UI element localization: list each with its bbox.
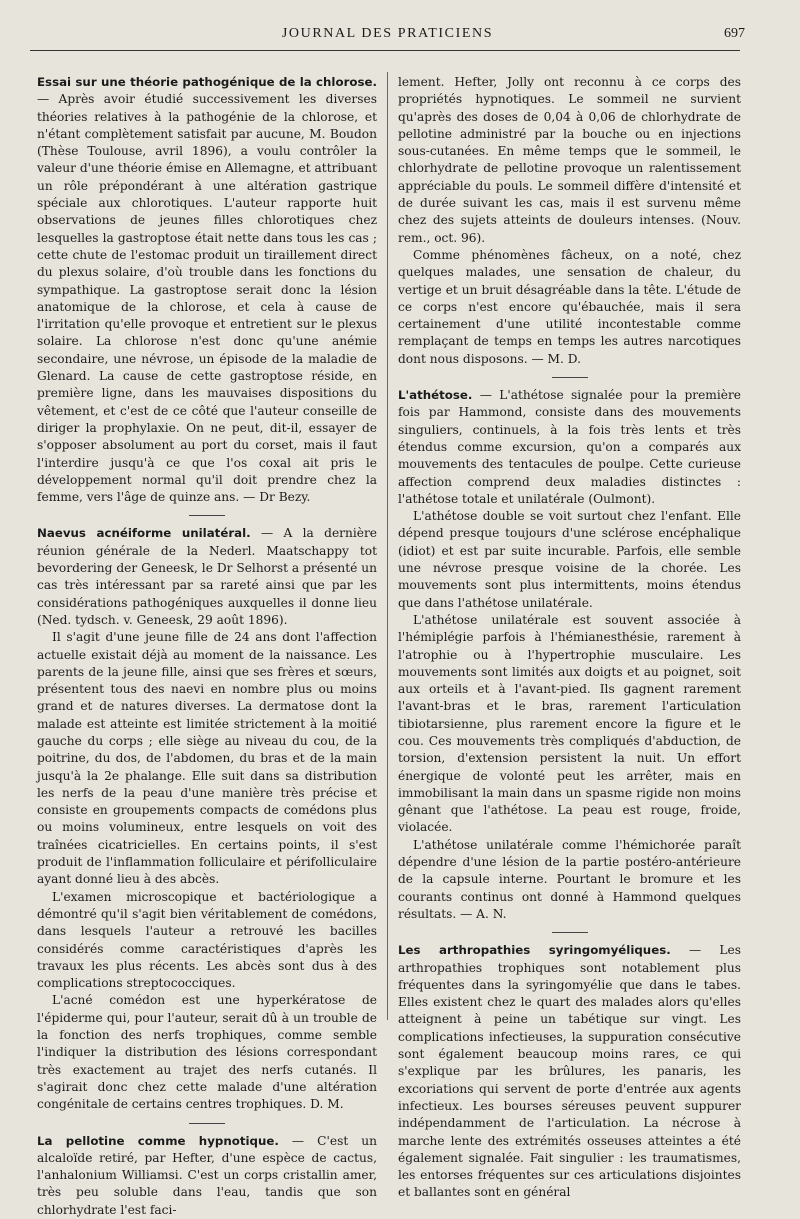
article-heading: L'athétose. <box>398 388 473 403</box>
article-separator <box>189 515 225 516</box>
article-paragraph <box>398 942 741 1201</box>
article-heading: La pellotine comme hypnotique. <box>37 1133 279 1148</box>
article-paragraph: Il s'agit d'une jeune fille de 24 ans dont l'affection actuelle existait déjà au moment de la naissance. Les parents de la jeune fille, ainsi que ses frères et sœurs, présentent tous des naevi en nombre plus ou moins grand et de natures diverses. La dermatose dont la malade est atteinte est limitée strictement à la moitié gauche du corps ; elle siège au niveau du cou, de la poitrine, du dos, de l'abdomen, du bras et de la main jusqu'à la 2e phalange. Elle suit dans sa distribution les nerfs de la peau d'une manière très précise et consiste en groupements compacts de comédons plus ou moins volumineux, entre lesquels on voit des traînées cicatricielles. En certains points, il s'est produit de l'inflammation folliculaire et périfolliculaire ayant donné lieu à des abcès. <box>37 630 377 887</box>
article-text: — C'est un alcaloïde retiré, par Hefter, d'une espèce de cactus, l'anhalonium Williamsi. C'est un corps cristallin amer, très peu soluble dans l'eau, tandis que son chlorhydrate l'est faci- <box>37 1133 377 1217</box>
article-naevus <box>37 525 377 1113</box>
article-text: — A la dernière réunion générale de la Nederl. Maatschappy tot bevordering der Geneesk, le Dr Selhorst a présenté un cas très intéressant par sa rareté ainsi que par les considérations pathogéniques auxquelles il donne lieu (Ned. tydsch. v. Geneesk, 29 août 1896). <box>37 526 377 627</box>
article-heading: Naevus acnéiforme unilatéral. <box>37 526 251 541</box>
article-heading: Essai sur une théorie pathogénique de la chlorose. <box>37 75 377 89</box>
article-essai-chlorose <box>37 74 377 506</box>
left-column <box>37 74 377 1219</box>
running-title: JOURNAL DES PRATICIENS <box>281 26 494 41</box>
article-separator <box>552 932 588 933</box>
article-pellotine <box>37 1133 377 1219</box>
article-heading: Les arthropathies syringomyéliques. <box>398 943 671 958</box>
article-paragraph: L'athétose double se voit surtout chez l'enfant. Elle dépend presque toujours d'une sclérose encéphalique (idiot) et est par suite incurable. Parfois, elle semble une névrose presque voisine de la chorée. Les mouvements sont plus intermittents, moins étendus que dans l'athétose unilatérale. <box>398 509 741 610</box>
article-arthropathies <box>398 942 741 1201</box>
article-text: — Après avoir étudié successivement les diverses théories relatives à la pathogénie de la chlorose, et n'étant complètement satisfait par aucune, M. Boudon (Thèse Toulouse, avril 1896), a voulu contrôler la valeur d'une théorie émise en Allemagne, et attribuant un rôle prépondérant à une altération gastrique spéciale aux chlorotiques. L'auteur rapporte huit observations de jeunes filles chlorotiques chez lesquelles la gastroptose était nette dans tous les cas ; cette chute de l'estomac produit un tiraillement direct du plexus solaire, d'où trouble dans les fonctions du sympathique. La gastroptose serait donc la lésion anatomique de la chlorose, et cela à cause de l'irritation qu'elle provoque et entretient sur le plexus solaire. La chlorose n'est donc qu'une anémie secondaire, une névrose, un épisode de la maladie de Glenard. La cause de cette gastroptose réside, en première ligne, dans les mauvaises dispositions du vêtement, et c'est de ce côté que l'auteur conseille de diriger la prophylaxie. On ne peut, dit-il, essayer de s'opposer absolument au port du corset, mais il faut l'interdire jusqu'à ce que l'os coxal ait pris le développement normal qu'il doit prendre chez la femme, vers l'âge de quinze ans. — Dr Bezy. <box>37 92 377 505</box>
article-paragraph: lement. Hefter, Jolly ont reconnu à ce corps des propriétés hypnotiques. Le sommeil ne survient qu'après des doses de 0,04 à 0,06 de chlorhydrate de pellotine administré par la bouche ou en injections sous-cutanées. En même temps que le sommeil, le chlorhydrate de pellotine provoque un ralentissement appréciable du pouls. Le sommeil diffère d'intensité et de durée suivant les cas, mais il est survenu même chez des sujets atteints de douleurs intenses. (Nouv. rem., oct. 96). <box>398 75 741 245</box>
page-header <box>30 26 745 48</box>
article-paragraph <box>37 1133 377 1219</box>
article-paragraph <box>37 74 377 506</box>
article-paragraph <box>37 525 377 629</box>
article-athetose <box>398 387 741 923</box>
article-text: — Les arthropathies trophiques sont notablement plus fréquentes dans la syringomyélie que dans le tabes. Elles existent chez le quart des malades alors qu'elles atteignent à peine un tabétique sur vingt. Les complications infectieuses, la suppuration consécutive sont également beaucoup moins rares, ce qui s'explique par les brûlures, les panaris, les excoriations qui servent de porte d'entrée aux agents infectieux. Les bourses séreuses peuvent suppurer indépendamment de l'articulation. La nécrose à marche lente des extrémités osseuses atteintes a été également signalée. Fait singulier : les traumatismes, les entorses fréquentes sur ces articulations disjointes et ballantes sont en général <box>398 943 741 1200</box>
article-separator <box>189 1123 225 1124</box>
page-number: 697 <box>724 26 745 41</box>
article-paragraph <box>398 387 741 508</box>
article-pellotine-continued <box>398 74 741 368</box>
article-paragraph: L'athétose unilatérale est souvent associée à l'hémiplégie parfois à l'hémianesthésie, rarement à l'atrophie ou à l'hypertrophie musculaire. Les mouvements sont limités aux doigts et au poignet, soit aux orteils et à l'avant-pied. Ils gagnent rarement l'avant-bras et le bras, rarement l'articulation tibiotarsienne, plus rarement encore la figure et le cou. Ces mouvements très compliqués d'abduction, de torsion, d'extension persistent la nuit. Un effort énergique de volonté peut les arrêter, mais en immobilisant la main dans un spasme rigide non moins gênant que l'athétose. La peau est rouge, froide, violacée. <box>398 612 741 835</box>
article-paragraph: Comme phénomènes fâcheux, on a noté, chez quelques malades, une sensation de chaleur, du vertige et un bruit désagréable dans la tête. L'étude de ce corps n'est encore qu'ébauchée, mais il sera certainement d'une utilité incontestable comme remplaçant de temps en temps les autres narcotiques dont nous disposons. — M. D. <box>398 247 741 366</box>
article-paragraph: L'athétose unilatérale comme l'hémichorée paraît dépendre d'une lésion de la partie postéro-antérieure de la capsule interne. Pourtant le bromure et les courants continus ont donné à Hammond quelques résultats. — A. N. <box>398 837 741 921</box>
article-separator <box>552 377 588 378</box>
right-column <box>398 74 741 1202</box>
article-paragraph: L'examen microscopique et bactériologique a démontré qu'il s'agit bien véritablement de comédons, dans lesquels l'auteur a retrouvé les bacilles considérés comme caractéristiques d'après les travaux les plus récents. Les abcès sont dus à des complications streptococciques. <box>37 889 377 991</box>
article-paragraph: L'acné comédon est une hyperkératose de l'épiderme qui, pour l'auteur, serait dû à un trouble de la fonction des nerfs trophiques, comme semble l'indiquer la distribution des lésions correspondant très exactement au trajet des nerfs cutanés. Il s'agirait donc chez cette malade d'une altération congénitale de certains centres trophiques. D. M. <box>37 993 377 1112</box>
article-text: — L'athétose signalée pour la première fois par Hammond, consiste dans des mouvements singuliers, continuels, à la fois très lents et très étendus comme excursion, qu'on a comparés aux mouvements des tentacules de poulpe. Cette curieuse affection comprend deux maladies distinctes : l'athétose totale et unilatérale (Oulmont). <box>398 388 741 506</box>
column-divider <box>387 72 388 1020</box>
header-rule <box>30 50 740 51</box>
